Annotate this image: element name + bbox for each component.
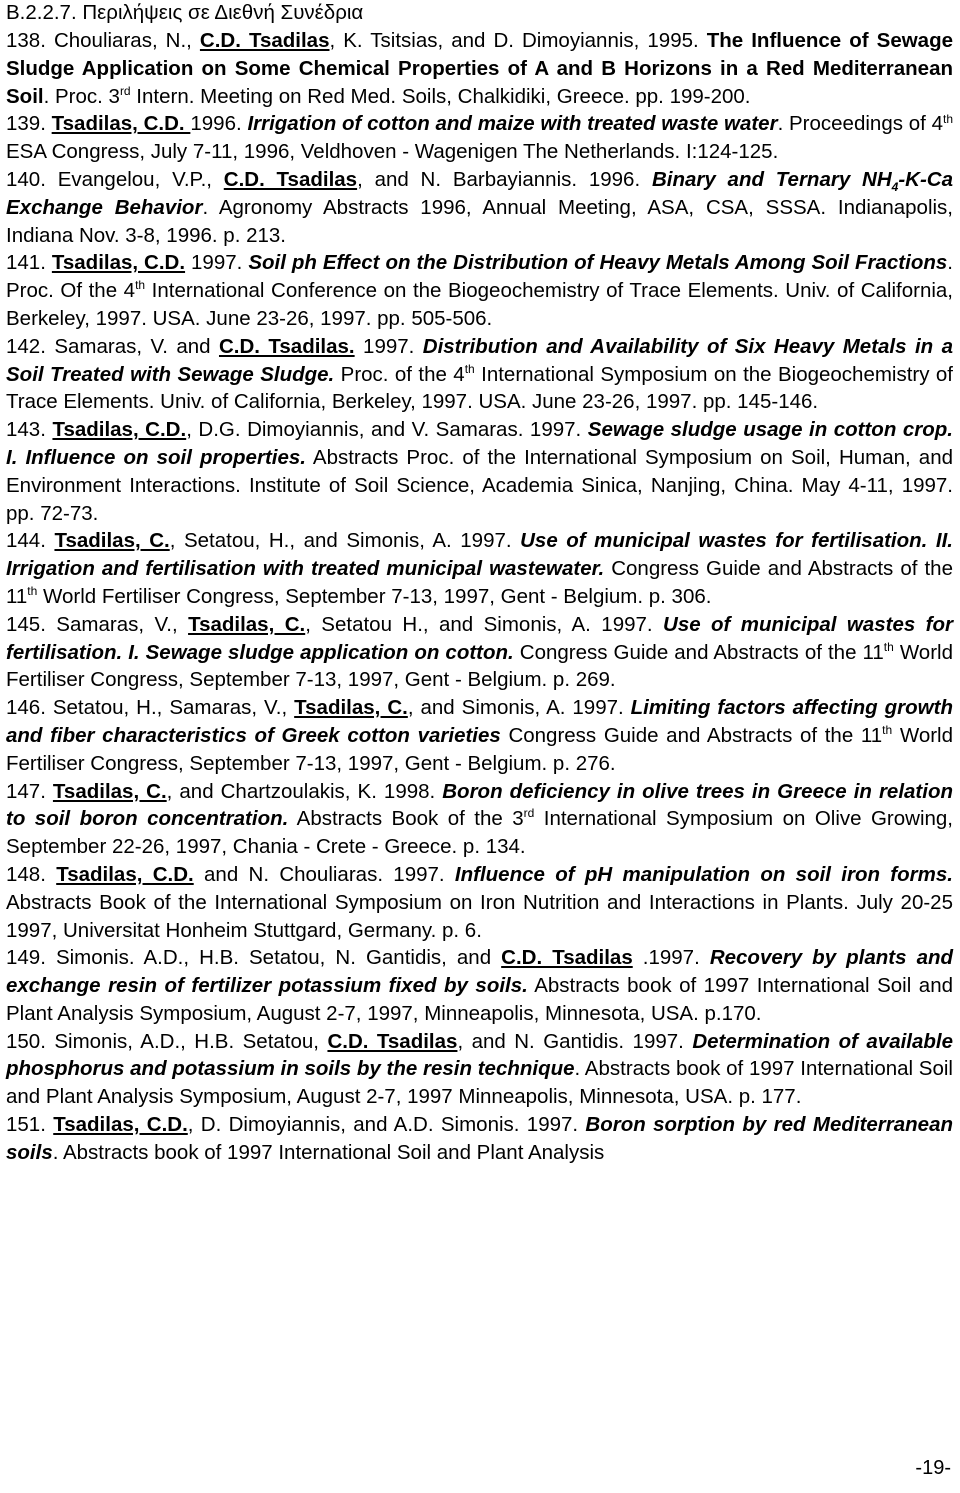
reference-title: The Influence of Sewage Sludge Application on Some Chemical Properties of A and B Horizons in a Red Mediterranean Soil: [6, 29, 953, 108]
author-highlight: Tsadilas, C.: [294, 696, 408, 720]
reference-140: 140. Evangelou, V.P., C.D. Tsadilas, and N. Barbayiannis. 1996. Binary and Ternary $NH_4-K-Ca$ Exchange Behavior. Agronomy Abstracts 1996, Annual Meeting, ASA, CSA, SSSA. Indianapolis, Indiana Nov. 3-8, 1996. p. 213.: [6, 167, 954, 247]
author-highlight: Tsadilas, C.: [52, 779, 167, 803]
reference-138: 138. Chouliaras, N., C.D. Tsadilas, K. Tsitsias, and D. Dimoyiannis, 1995. The Influence of Sewage Sludge Application on Some Chemical Properties of A and B Horizons in a Red Mediterranean Soil. Proc. 3rd Intern. Meeting on Red Med. Soils, Chalkidiki, Greece. pp. 199-200.: [6, 29, 953, 108]
reference-145: 145. Samaras, V., Tsadilas, C., Setatou H., and Simonis, A. 1997. Use of municipal wastes for fertilisation. I. Sewage sludge application on cotton. Congress Guide and Abstracts of the 11th World Fertiliser Congress, September 7-13, 1997, Gent - Belgium. p. 269.: [6, 612, 954, 692]
reference-139: 139. Tsadilas, C.D. 1996. Irrigation of cotton and maize with treated waste water. Proceedings of 4th ESA Congress, July 7-11, 1996, Veldhoven - Wagenigen The Netherlands. I:124-125.: [6, 111, 953, 164]
author-highlight: C.D. Tsadilas.: [218, 334, 355, 358]
reference-title: Sewage sludge usage in cotton crop. I. Influence on soil properties.: [6, 418, 953, 469]
reference-142: 142. Samaras, V. and C.D. Tsadilas. 1997. Distribution and Availability of Six Heavy Metals in a Soil Treated with Sewage Sludge. Proc. of the 4th International Symposium on the Biogeochemistry of Trace Elements. Univ. of California, Berkeley, 1997. USA. June 23-26, 1997. pp. 145-146.: [6, 334, 954, 414]
section-heading: Β.2.2.7. Περιλήψεις σε Διεθνή Συνέδρια: [6, 1, 364, 24]
author-highlight: C.D. Tsadilas: [223, 167, 358, 191]
reference-title: Boron sorption by red Mediterranean soils: [6, 1113, 953, 1164]
reference-title: Use of municipal wastes for fertilisation. II. Irrigation and fertilisation with treated municipal wastewater.: [6, 529, 953, 581]
author-highlight: Tsadilas, C.D.: [56, 862, 194, 886]
author-highlight: Tsadilas, C.: [54, 529, 170, 553]
reference-title: Distribution and Availability of Six Heavy Metals in a Soil Treated with Sewage Sludge.: [6, 334, 953, 386]
author-highlight: Tsadilas, C.: [188, 612, 306, 636]
reference-147: 147. Tsadilas, C., and Chartzoulakis, K. 1998. Boron deficiency in olive trees in Greece in relation to soil boron concentration. Abstracts Book of the 3rd International Symposium on Olive Growing, September 22-26, 1997, Chania - Crete - Greece. p. 134.: [6, 779, 954, 859]
reference-title: Influence of pH manipulation on soil iron forms.: [454, 862, 953, 886]
author-highlight: Tsadilas, C.D.: [51, 251, 186, 275]
reference-150: 150. Simonis, A.D., H.B. Setatou, C.D. Tsadilas, and N. Gantidis. 1997. Determination of available phosphorus and potassium in soils by the resin technique. Abstracts book of 1997 International Soil and Plant Analysis Symposium, August 2-7, 1997 Minneapolis, Minnesota, USA. p. 177.: [6, 1029, 954, 1109]
author-highlight: C.D. Tsadilas: [327, 1029, 458, 1053]
author-highlight: Tsadilas, C.D.: [52, 418, 187, 442]
reference-title: Soil ph Effect on the Distribution of Heavy Metals Among Soil Fractions: [248, 251, 948, 275]
reference-title: Limiting factors affecting growth and fiber characteristics of Greek cotton varieties: [6, 696, 953, 747]
reference-list: [6, 27, 953, 1167]
reference-141: 141. Tsadilas, C.D. 1997. Soil ph Effect on the Distribution of Heavy Metals Among Soil Fractions. Proc. Of the 4th International Conference on the Biogeochemistry of Trace Elements. Univ. of California, Berkeley, 1997. USA. June 23-26, 1997. pp. 505-506.: [6, 251, 953, 330]
reference-title: Determination of available phosphorus and potassium in soils by the resin technique: [6, 1029, 954, 1081]
reference-148: 148. Tsadilas, C.D. and N. Chouliaras. 1997. Influence of pH manipulation on soil iron forms. Abstracts Book of the International Symposium on Iron Nutrition and Interactions in Plants. July 20-25 1997, Universitat Honheim Stuttgard, Germany. p. 6.: [6, 862, 953, 942]
reference-title: Binary and Ternary $NH_4-K-Ca$ Exchange Behavior: [6, 167, 953, 219]
author-highlight: C.D. Tsadilas: [199, 29, 330, 52]
reference-title: Use of municipal wastes for fertilisation. I. Sewage sludge application on cotton.: [6, 612, 954, 664]
reference-title: Irrigation of cotton and maize with treated waste water: [247, 112, 778, 136]
reference-title: Recovery by plants and exchange resin of fertilizer potassium fixed by soils.: [6, 946, 954, 998]
author-highlight: Tsadilas, C.D.: [51, 112, 191, 136]
author-highlight: C.D. Tsadilas: [501, 946, 633, 970]
reference-143: 143. Tsadilas, C.D., D.G. Dimoyiannis, and V. Samaras. 1997. Sewage sludge usage in cotton crop. I. Influence on soil properties. Abstracts Proc. of the International Symposium on Soil, Human, and Environment Interactions. Institute of Soil Science, Academia Sinica, Nanjing, China. May 4-11, 1997. pp. 72-73.: [6, 418, 953, 525]
reference-151: 151. Tsadilas, C.D., D. Dimoyiannis, and A.D. Simonis. 1997. Boron sorption by red Mediterranean soils. Abstracts book of 1997 International Soil and Plant Analysis: [6, 1113, 953, 1164]
author-highlight: Tsadilas, C.D.: [53, 1113, 188, 1137]
reference-146: 146. Setatou, H., Samaras, V., Tsadilas, C., and Simonis, A. 1997. Limiting factors affecting growth and fiber characteristics of Greek cotton varieties Congress Guide and Abstracts of the 11th World Fertiliser Congress, September 7-13, 1997, Gent - Belgium. p. 276.: [6, 696, 953, 775]
page-number: -19-: [915, 1457, 951, 1479]
reference-144: 144. Tsadilas, C., Setatou, H., and Simonis, A. 1997. Use of municipal wastes for fertilisation. II. Irrigation and fertilisation with treated municipal wastewater. Congress Guide and Abstracts of the 11th World Fertiliser Congress, September 7-13, 1997, Gent - Belgium. p. 306.: [6, 529, 953, 608]
reference-title: Boron deficiency in olive trees in Greece in relation to soil boron concentration.: [6, 779, 953, 831]
reference-149: 149. Simonis. A.D., H.B. Setatou, N. Gantidis, and C.D. Tsadilas .1997. Recovery by plants and exchange resin of fertilizer potassium fixed by soils. Abstracts book of 1997 International Soil and Plant Analysis Symposium, August 2-7, 1997, Minneapolis, Minnesota, USA. p.170.: [6, 946, 954, 1025]
